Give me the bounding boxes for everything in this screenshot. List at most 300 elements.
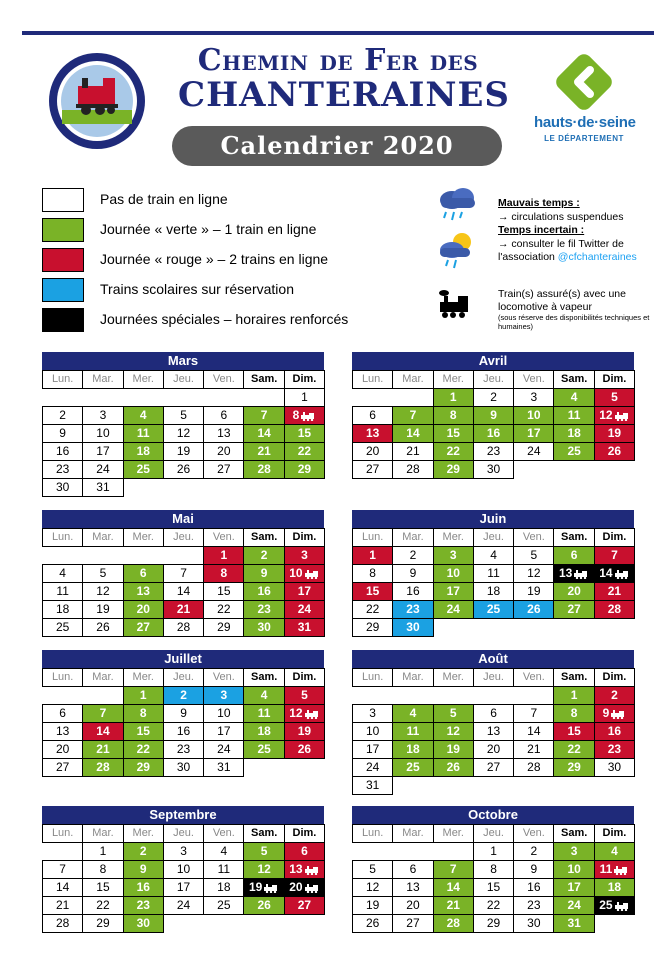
calendar-day: 19: [433, 740, 474, 759]
month-calendar: [42, 806, 324, 932]
calendar-day: 11: [553, 406, 594, 425]
calendar-day: 29: [553, 758, 594, 777]
weekday-header: Mar.: [82, 824, 123, 843]
empty-day: [42, 842, 83, 861]
calendar-day: 21: [433, 896, 474, 915]
calendar-day: 19: [284, 722, 325, 741]
calendar-day: 6: [284, 842, 325, 861]
calendar-day: 8: [553, 704, 594, 723]
calendar-day: 26: [352, 914, 393, 933]
calendar-day: 21: [42, 896, 83, 915]
calendar-day: 28: [42, 914, 83, 933]
calendar-day: 20: [392, 896, 433, 915]
legend-swatch: [42, 278, 84, 302]
calendar-day: 9: [243, 564, 284, 583]
bad-weather-note: Mauvais temps : → circulations suspendues Temps incertain : → consulter le fil Twitter de l'association @cfchanteraines: [498, 197, 637, 263]
sun-cloud-rain-icon: [432, 230, 480, 270]
calendar-day: 12: [82, 582, 123, 601]
calendar-day: 10: [553, 860, 594, 879]
calendar-day: 11: [473, 564, 514, 583]
calendar-day: 29: [284, 460, 325, 479]
calendar-day: 25: [553, 442, 594, 461]
calendar-day: 29: [352, 618, 393, 637]
month-title: Octobre: [352, 806, 634, 824]
legend-item: [42, 278, 422, 304]
calendar-day: 17: [352, 740, 393, 759]
calendar-day: 11: [42, 582, 83, 601]
weekday-header: Sam.: [553, 668, 594, 687]
calendar-day: 30: [243, 618, 284, 637]
steam-locomotive-icon: [609, 706, 626, 720]
month-title: Juillet: [42, 650, 324, 668]
calendar-day: 13: [473, 722, 514, 741]
legend-label: Trains scolaires sur réservation: [100, 281, 294, 297]
department-logo-icon: [556, 54, 612, 110]
weekday-header: Jeu.: [163, 370, 204, 389]
calendar-day: 9: [123, 860, 164, 879]
legend-swatch: [42, 248, 84, 272]
calendar-day: 1: [473, 842, 514, 861]
calendar-day: 5: [243, 842, 284, 861]
calendar-day: 5: [82, 564, 123, 583]
calendar-day: 4: [594, 842, 635, 861]
weekday-header: Ven.: [513, 824, 554, 843]
calendar-day: 6: [553, 546, 594, 565]
calendar-day: 25: [392, 758, 433, 777]
calendar-day: 2: [513, 842, 554, 861]
month-title: Septembre: [42, 806, 324, 824]
calendar-day: 31: [553, 914, 594, 933]
rain-cloud-icon: [432, 186, 480, 226]
calendar-day: 10: [284, 564, 325, 583]
calendar-day: 28: [82, 758, 123, 777]
weekday-header: Sam.: [243, 528, 284, 547]
calendar-day: 4: [473, 546, 514, 565]
calendar-day: 18: [553, 424, 594, 443]
weekday-header: Mer.: [123, 668, 164, 687]
calendar-day: 12: [243, 860, 284, 879]
weekday-header: Mar.: [82, 668, 123, 687]
calendar-day: 22: [473, 896, 514, 915]
calendar-day: 30: [594, 758, 635, 777]
calendar-day: 25: [203, 896, 244, 915]
calendar-day: 7: [82, 704, 123, 723]
twitter-handle[interactable]: @cfchanteraines: [557, 251, 637, 263]
steam-locomotive-icon: [303, 862, 320, 876]
calendar-day: 12: [433, 722, 474, 741]
calendar-day: 30: [473, 460, 514, 479]
calendar-day: 9: [513, 860, 554, 879]
calendar-day: 15: [352, 582, 393, 601]
weekday-header: Dim.: [594, 824, 635, 843]
calendar-day: 24: [82, 460, 123, 479]
calendar-day: 18: [123, 442, 164, 461]
calendar-day: 16: [392, 582, 433, 601]
calendar-day: 19: [163, 442, 204, 461]
calendar-day: 29: [433, 460, 474, 479]
weekday-header: Lun.: [352, 824, 393, 843]
month-days: [42, 370, 324, 496]
calendar-day: 5: [352, 860, 393, 879]
weekday-header: Jeu.: [163, 528, 204, 547]
month-days: [42, 668, 324, 776]
weekday-header: Ven.: [513, 370, 554, 389]
month-title: Mars: [42, 352, 324, 370]
calendar-day: 23: [513, 896, 554, 915]
legend-item: [42, 218, 422, 244]
weekday-header: Mer.: [433, 528, 474, 547]
legend-label: Journées spéciales – horaires renforcés: [100, 311, 349, 327]
calendar-day: 3: [352, 704, 393, 723]
month-days: [42, 528, 324, 636]
weekday-header: Lun.: [352, 668, 393, 687]
calendar-day: 16: [163, 722, 204, 741]
calendar-day: 19: [594, 424, 635, 443]
weekday-header: Lun.: [42, 668, 83, 687]
calendar-day: 28: [392, 460, 433, 479]
calendar-day: 25: [42, 618, 83, 637]
calendar-day: 29: [473, 914, 514, 933]
calendar-day: 21: [243, 442, 284, 461]
calendar-day: 1: [284, 388, 325, 407]
calendar-day: 23: [392, 600, 433, 619]
calendar-day: 26: [284, 740, 325, 759]
calendar-day: 17: [513, 424, 554, 443]
weekday-header: Sam.: [553, 370, 594, 389]
calendar-day: 27: [123, 618, 164, 637]
calendar-day: 7: [243, 406, 284, 425]
calendar-day: 20: [473, 740, 514, 759]
empty-day: [352, 388, 393, 407]
calendar-day: 17: [553, 878, 594, 897]
calendar-day: 16: [513, 878, 554, 897]
calendar-day: 10: [203, 704, 244, 723]
calendar-day: 3: [203, 686, 244, 705]
department-subtitle: LE DÉPARTEMENT: [544, 134, 624, 143]
calendar-day: 4: [203, 842, 244, 861]
calendar-day: 3: [284, 546, 325, 565]
calendar-day: 7: [42, 860, 83, 879]
month-calendar: [352, 352, 634, 478]
calendar-day: 28: [243, 460, 284, 479]
calendar-day: 1: [433, 388, 474, 407]
calendar-day: 30: [513, 914, 554, 933]
calendar-day: 14: [163, 582, 204, 601]
legend-label: Pas de train en ligne: [100, 191, 228, 207]
empty-day: [203, 388, 244, 407]
calendar-day: 21: [594, 582, 635, 601]
weekday-header: Jeu.: [473, 668, 514, 687]
calendar-day: 18: [42, 600, 83, 619]
calendar-day: 13: [352, 424, 393, 443]
weekday-header: Mer.: [433, 370, 474, 389]
weekday-header: Mar.: [392, 528, 433, 547]
calendar-day: 6: [42, 704, 83, 723]
steam-locomotive-icon: [613, 566, 630, 580]
calendar-day: 16: [473, 424, 514, 443]
calendar-day: 21: [163, 600, 204, 619]
department-name: hauts·de·seine: [534, 114, 636, 131]
weekday-header: Ven.: [203, 370, 244, 389]
calendar-day: 15: [123, 722, 164, 741]
calendar-day: 13: [123, 582, 164, 601]
calendar-day: 22: [203, 600, 244, 619]
calendar-day: 17: [284, 582, 325, 601]
legend-item: [42, 308, 422, 334]
calendar-day: 5: [163, 406, 204, 425]
calendar-day: 28: [513, 758, 554, 777]
weekday-header: Dim.: [284, 668, 325, 687]
legend-item: [42, 248, 422, 274]
calendar-day: 18: [392, 740, 433, 759]
calendar-day: 14: [42, 878, 83, 897]
empty-day: [473, 686, 514, 705]
calendar-day: 3: [433, 546, 474, 565]
empty-day: [82, 388, 123, 407]
calendar-day: 1: [123, 686, 164, 705]
calendar-day: 20: [42, 740, 83, 759]
calendar-day: 15: [203, 582, 244, 601]
calendar-day: 7: [163, 564, 204, 583]
calendar-day: 18: [203, 878, 244, 897]
calendar-day: 9: [473, 406, 514, 425]
weekday-header: Ven.: [203, 824, 244, 843]
empty-day: [352, 842, 393, 861]
calendar-day: 27: [203, 460, 244, 479]
calendar-day: 14: [594, 564, 635, 583]
calendar-day: 7: [392, 406, 433, 425]
weekday-header: Mar.: [392, 824, 433, 843]
calendar-day: 11: [243, 704, 284, 723]
calendar-day: 6: [203, 406, 244, 425]
calendar-day: 17: [163, 878, 204, 897]
calendar-day: 4: [243, 686, 284, 705]
calendar-day: 1: [553, 686, 594, 705]
calendar-day: 3: [163, 842, 204, 861]
calendar-day: 5: [594, 388, 635, 407]
month-title: Mai: [42, 510, 324, 528]
calendar-day: 21: [392, 442, 433, 461]
weekday-header: Mar.: [82, 370, 123, 389]
calendar-day: 24: [163, 896, 204, 915]
calendar-day: 24: [433, 600, 474, 619]
empty-day: [123, 388, 164, 407]
calendar-day: 26: [163, 460, 204, 479]
railway-logo: [48, 52, 146, 150]
calendar-day: 19: [352, 896, 393, 915]
steam-locomotive-icon: [303, 566, 320, 580]
calendar-day: 1: [352, 546, 393, 565]
weekday-header: Sam.: [243, 668, 284, 687]
calendar-day: 13: [42, 722, 83, 741]
calendar-day: 23: [594, 740, 635, 759]
calendar-day: 31: [352, 776, 393, 795]
month-days: [42, 824, 324, 932]
calendar-day: 8: [433, 406, 474, 425]
department-logo: [534, 52, 634, 152]
calendar-day: 9: [163, 704, 204, 723]
calendar-day: 30: [123, 914, 164, 933]
calendar-day: 13: [284, 860, 325, 879]
weekday-header: Sam.: [553, 824, 594, 843]
calendar-day: 4: [123, 406, 164, 425]
steam-locomotive-icon: [612, 862, 629, 876]
calendar-day: 19: [82, 600, 123, 619]
calendar-day: 26: [513, 600, 554, 619]
calendar-day: 1: [203, 546, 244, 565]
calendar-day: 2: [473, 388, 514, 407]
calendar-day: 1: [82, 842, 123, 861]
calendar-day: 16: [243, 582, 284, 601]
empty-day: [163, 388, 204, 407]
steam-locomotive-icon: [262, 880, 279, 894]
month-title: Avril: [352, 352, 634, 370]
calendar-day: 31: [82, 478, 123, 497]
calendar-day: 15: [473, 878, 514, 897]
calendar-day: 25: [594, 896, 635, 915]
calendar-day: 30: [42, 478, 83, 497]
empty-day: [123, 546, 164, 565]
calendar-day: 24: [352, 758, 393, 777]
calendar-day: 9: [594, 704, 635, 723]
calendar-day: 23: [123, 896, 164, 915]
calendar-day: 16: [123, 878, 164, 897]
steam-locomotive-icon: [303, 706, 320, 720]
calendar-day: 25: [473, 600, 514, 619]
calendar-day: 19: [513, 582, 554, 601]
calendar-day: 29: [203, 618, 244, 637]
weekday-header: Dim.: [594, 528, 635, 547]
calendar-day: 31: [203, 758, 244, 777]
legend-swatch: [42, 218, 84, 242]
calendar-day: 26: [243, 896, 284, 915]
weekday-header: Mer.: [433, 824, 474, 843]
calendar-day: 12: [284, 704, 325, 723]
calendar-day: 18: [594, 878, 635, 897]
empty-day: [513, 686, 554, 705]
weekday-header: Lun.: [42, 824, 83, 843]
weekday-header: Ven.: [203, 528, 244, 547]
calendar-day: 2: [243, 546, 284, 565]
page-title: CHEMIN DE FER DES CHANTERAINES: [178, 43, 510, 115]
calendar-day: 24: [203, 740, 244, 759]
legend-swatch: [42, 308, 84, 332]
month-calendar: [352, 806, 634, 932]
weekday-header: Jeu.: [473, 824, 514, 843]
calendar-day: 16: [42, 442, 83, 461]
empty-day: [42, 686, 83, 705]
calendar-day: 14: [392, 424, 433, 443]
empty-day: [433, 842, 474, 861]
calendar-day: 27: [284, 896, 325, 915]
calendar-day: 3: [553, 842, 594, 861]
calendar-day: 15: [553, 722, 594, 741]
calendar-day: 15: [82, 878, 123, 897]
empty-day: [42, 546, 83, 565]
calendar-day: 8: [203, 564, 244, 583]
calendar-day: 22: [433, 442, 474, 461]
calendar-day: 8: [352, 564, 393, 583]
month-calendar: [42, 650, 324, 776]
month-calendar: [352, 650, 634, 794]
calendar-day: 29: [82, 914, 123, 933]
weekday-header: Ven.: [513, 668, 554, 687]
calendar-day: 6: [392, 860, 433, 879]
steam-locomotive-icon: [303, 880, 320, 894]
calendar-day: 7: [513, 704, 554, 723]
weekday-header: Mar.: [82, 528, 123, 547]
weekday-header: Dim.: [284, 824, 325, 843]
empty-day: [82, 546, 123, 565]
calendar-day: 30: [163, 758, 204, 777]
calendar-day: 22: [553, 740, 594, 759]
weekday-header: Lun.: [352, 370, 393, 389]
calendar-day: 25: [243, 740, 284, 759]
calendar-day: 3: [82, 406, 123, 425]
weekday-header: Dim.: [594, 370, 635, 389]
weekday-header: Jeu.: [163, 668, 204, 687]
calendar-day: 11: [594, 860, 635, 879]
month-calendar: [42, 352, 324, 496]
calendar-day: 8: [82, 860, 123, 879]
legend-swatch: [42, 188, 84, 212]
calendar-day: 12: [594, 406, 635, 425]
month-days: [352, 668, 634, 794]
calendar-day: 20: [123, 600, 164, 619]
calendar-day: 20: [352, 442, 393, 461]
calendar-day: 2: [163, 686, 204, 705]
calendar-day: 13: [553, 564, 594, 583]
steam-note: Train(s) assuré(s) avec une locomotive à vapeur (sous réserve des disponibilités techniques et humaines): [498, 288, 650, 331]
calendar-day: 10: [163, 860, 204, 879]
steam-locomotive-icon: [299, 408, 316, 422]
weekday-header: Mer.: [123, 824, 164, 843]
month-days: [352, 370, 634, 478]
empty-day: [392, 686, 433, 705]
calendar-day: 2: [123, 842, 164, 861]
month-calendar: [42, 510, 324, 636]
month-title: Août: [352, 650, 634, 668]
steam-locomotive-icon: [436, 290, 472, 320]
weekday-header: Lun.: [42, 370, 83, 389]
calendar-day: 23: [42, 460, 83, 479]
calendar-day: 17: [82, 442, 123, 461]
calendar-day: 22: [352, 600, 393, 619]
calendar-day: 27: [42, 758, 83, 777]
month-title: Juin: [352, 510, 634, 528]
calendar-day: 30: [392, 618, 433, 637]
calendar-day: 22: [82, 896, 123, 915]
calendar-day: 8: [123, 704, 164, 723]
calendar-day: 3: [513, 388, 554, 407]
calendar-day: 10: [433, 564, 474, 583]
calendar-day: 4: [553, 388, 594, 407]
calendar-day: 9: [392, 564, 433, 583]
weekday-header: Mer.: [433, 668, 474, 687]
calendar-day: 4: [42, 564, 83, 583]
calendar-day: 10: [513, 406, 554, 425]
calendar-day: 14: [243, 424, 284, 443]
calendar-day: 28: [594, 600, 635, 619]
calendar-day: 20: [284, 878, 325, 897]
weekday-header: Mar.: [392, 668, 433, 687]
weekday-header: Jeu.: [473, 528, 514, 547]
calendar-day: 20: [203, 442, 244, 461]
calendar-day: 8: [284, 406, 325, 425]
year-banner: Calendrier 2020: [172, 126, 502, 166]
legend-item: [42, 188, 422, 214]
weekday-header: Jeu.: [163, 824, 204, 843]
